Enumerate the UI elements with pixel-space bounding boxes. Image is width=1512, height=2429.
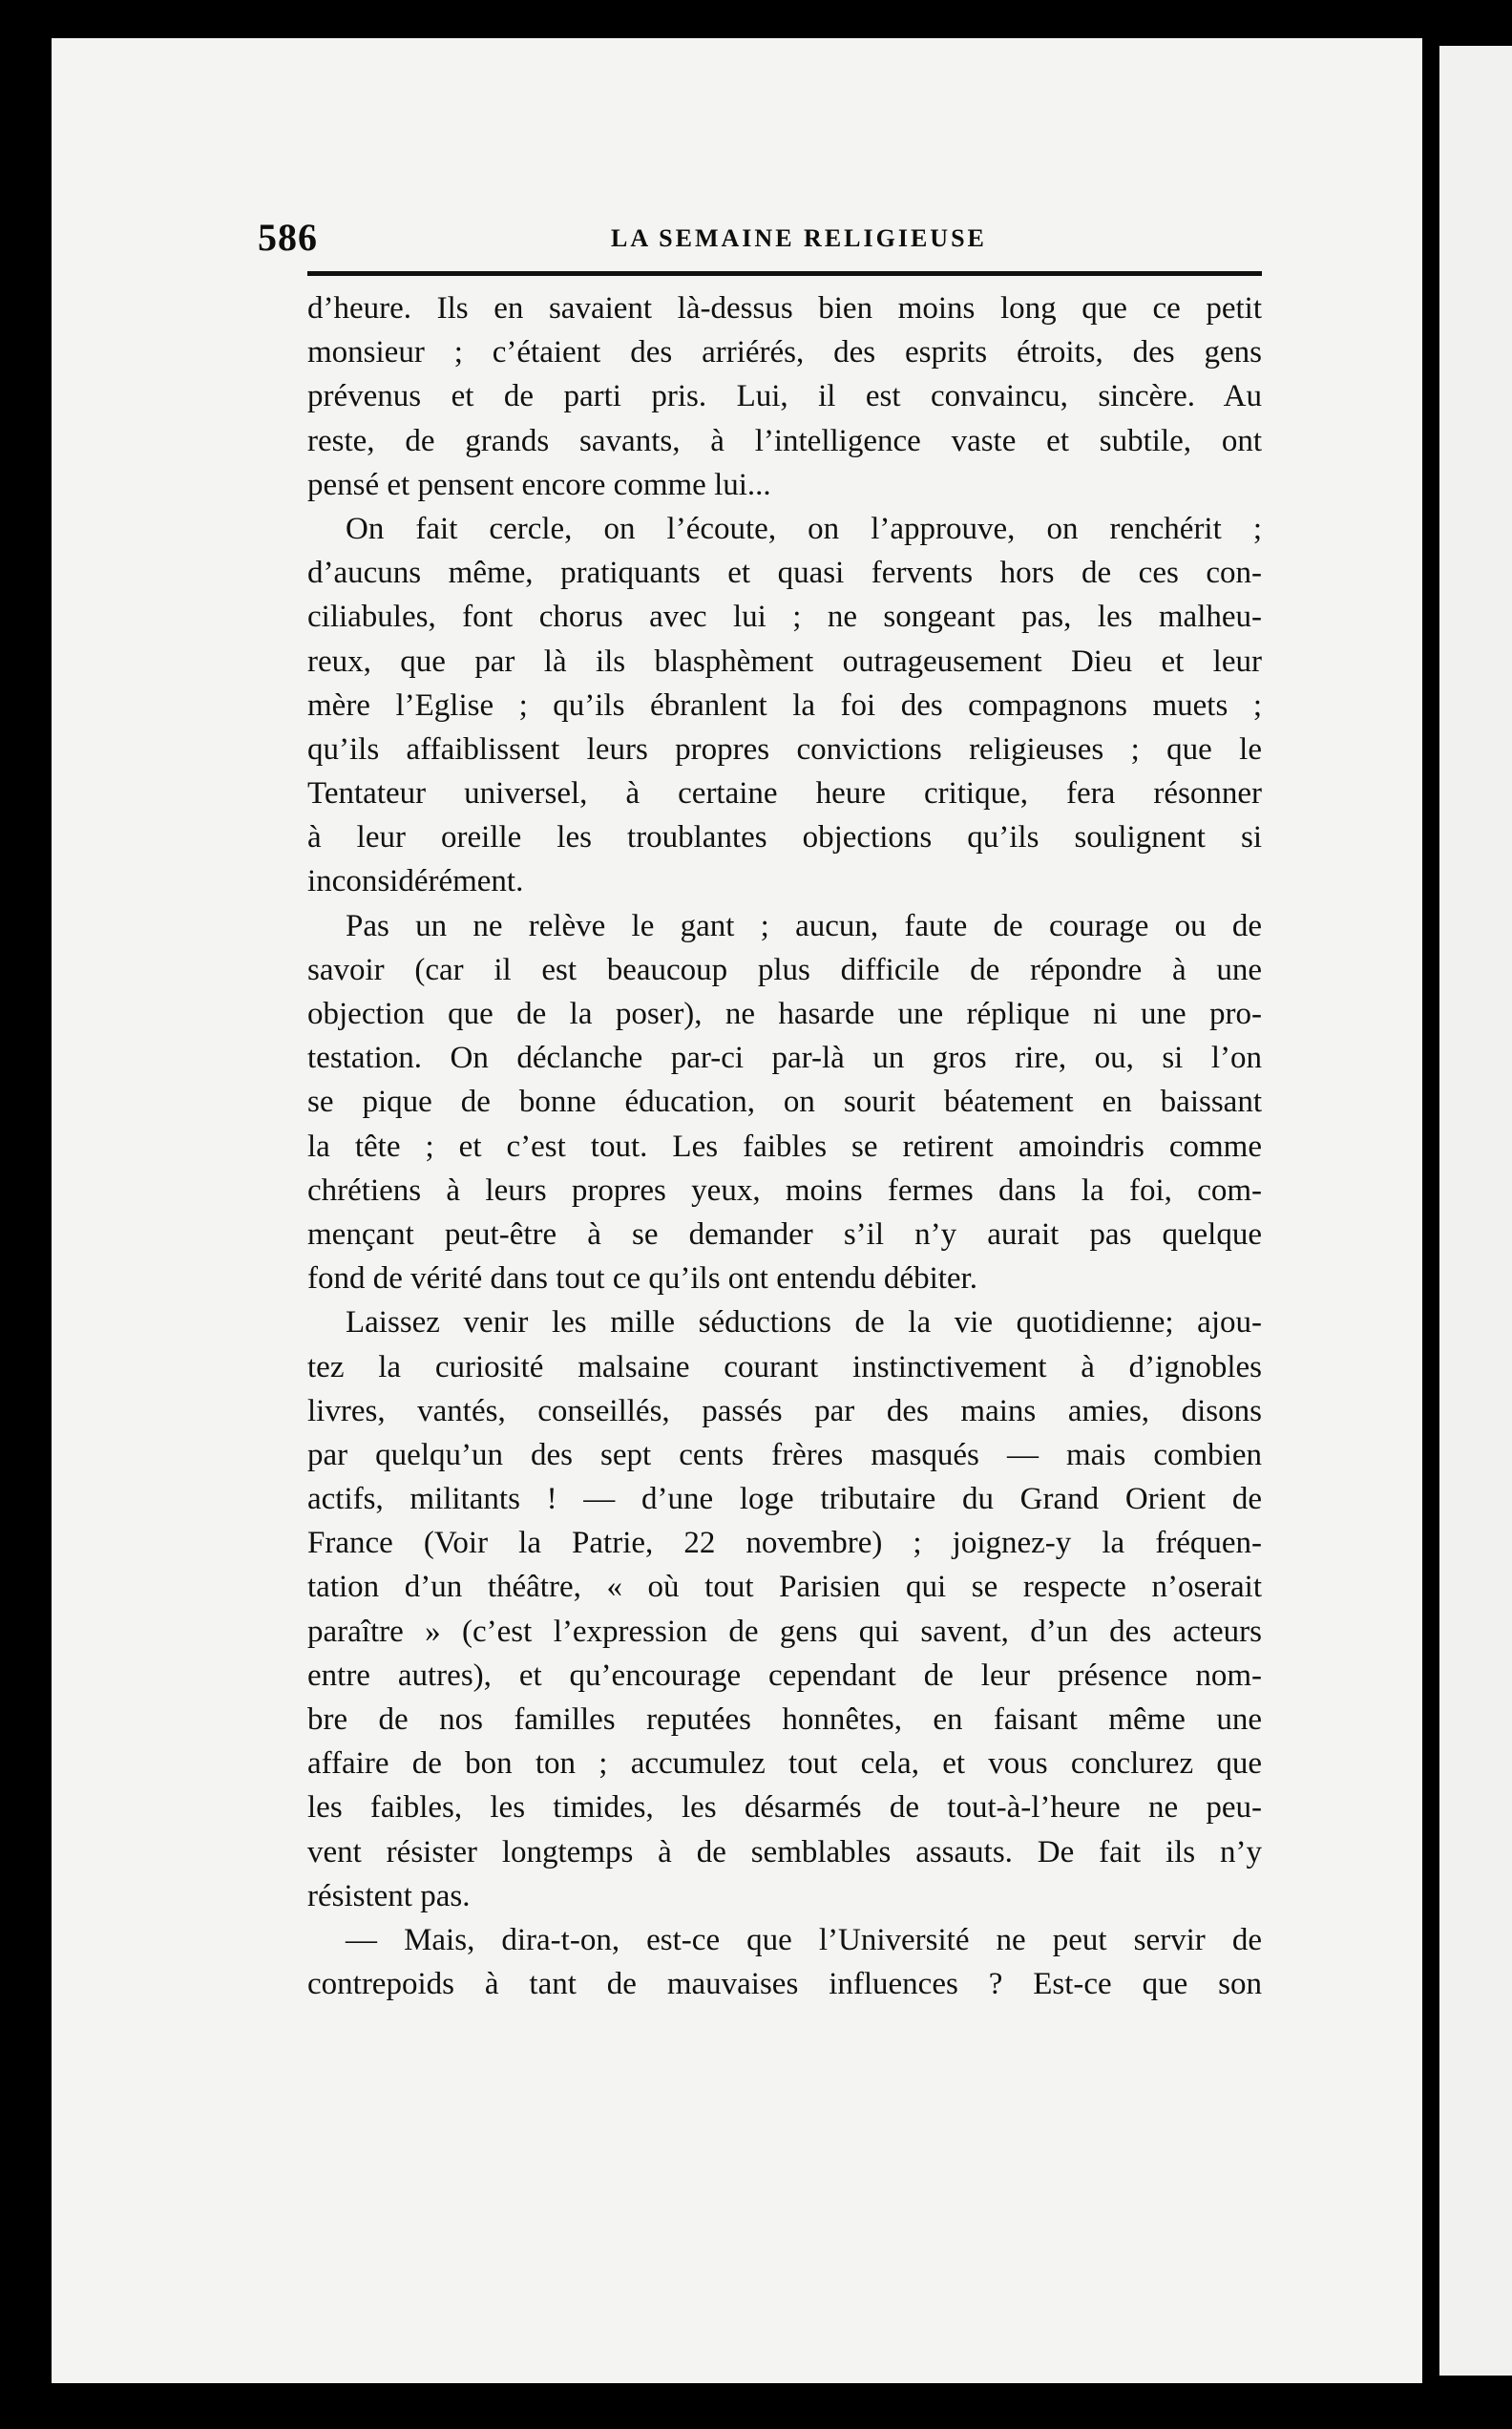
- text-line: reux, que par là ils blasphèment outrageusement Dieu et leur: [307, 644, 1262, 679]
- text-line: tation d’un théâtre, « où tout Parisien qui se respecte n’oserait: [307, 1570, 1262, 1605]
- text-line: Tentateur universel, à certaine heure critique, fera résonner: [307, 776, 1262, 812]
- text-line: d’aucuns même, pratiquants et quasi fervents hors de ces con-: [307, 556, 1262, 591]
- adjacent-page-edge: [1439, 46, 1512, 2376]
- text-line: qu’ils affaiblissent leurs propres convictions religieuses ; que le: [307, 731, 1262, 767]
- text-line: mençant peut-être à se demander s’il n’y aurait pas quelque: [307, 1216, 1262, 1252]
- running-title: LA SEMAINE RELIGIEUSE: [611, 224, 987, 252]
- text-line: contrepoids à tant de mauvaises influences ? Est-ce que son: [307, 1967, 1262, 2002]
- header-rule: [307, 271, 1262, 276]
- page-header: [258, 215, 1270, 263]
- text-line: par quelqu’un des sept cents frères masqués — mais combien: [307, 1437, 1262, 1472]
- text-line: à leur oreille les troublantes objections qu’ils soulignent si: [307, 820, 1262, 855]
- text-line: affaire de bon ton ; accumulez tout cela, et vous conclurez que: [307, 1746, 1262, 1782]
- text-line: bre de nos familles reputées honnêtes, en faisant même une: [307, 1702, 1262, 1737]
- text-line: résistent pas.: [307, 1878, 471, 1913]
- text-line: prévenus et de parti pris. Lui, il est convaincu, sincère. Au: [307, 379, 1262, 414]
- text-line: savoir (car il est beaucoup plus difficile de répondre à une: [307, 952, 1262, 987]
- text-line: se pique de bonne éducation, on sourit béatement en baissant: [307, 1085, 1262, 1120]
- text-line: d’heure. Ils en savaient là-dessus bien moins long que ce petit: [307, 291, 1262, 326]
- text-line: fond de vérité dans tout ce qu’ils ont entendu débiter.: [307, 1261, 977, 1297]
- text-line: On fait cercle, on l’écoute, on l’approuve, on renchérit ;: [346, 511, 1262, 546]
- text-line: paraître » (c’est l’expression de gens qui savent, d’un des acteurs: [307, 1614, 1262, 1649]
- text-line: Laissez venir les mille séductions de la vie quotidienne; ajou-: [346, 1305, 1262, 1341]
- text-line: la tête ; et c’est tout. Les faibles se retirent amoindris comme: [307, 1129, 1262, 1164]
- page-gutter: [1422, 38, 1439, 2383]
- text-line: Pas un ne relève le gant ; aucun, faute de courage ou de: [346, 908, 1262, 943]
- text-line: mère l’Eglise ; qu’ils ébranlent la foi des compagnons muets ;: [307, 687, 1262, 723]
- text-line: les faibles, les timides, les désarmés de tout-à-l’heure ne peu-: [307, 1790, 1262, 1826]
- page-number: 586: [258, 216, 318, 259]
- text-line: monsieur ; c’étaient des arriérés, des esprits étroits, des gens: [307, 335, 1262, 370]
- text-line: reste, de grands savants, à l’intelligence vaste et subtile, ont: [307, 423, 1262, 458]
- text-line: vent résister longtemps à de semblables assauts. De fait ils n’y: [307, 1834, 1262, 1869]
- text-line: chrétiens à leurs propres yeux, moins fermes dans la foi, com-: [307, 1172, 1262, 1208]
- text-line: pensé et pensent encore comme lui...: [307, 467, 771, 502]
- text-line: entre autres), et qu’encourage cependant de leur présence nom-: [307, 1658, 1262, 1693]
- text-line: inconsidérément.: [307, 864, 524, 899]
- text-line: testation. On déclanche par-ci par-là un gros rire, ou, si l’on: [307, 1041, 1262, 1076]
- text-line: actifs, militants ! — d’une loge tributaire du Grand Orient de: [307, 1482, 1262, 1517]
- text-line: — Mais, dira-t-on, est-ce que l’Université ne peut servir de: [346, 1922, 1262, 1957]
- text-line: tez la curiosité malsaine courant instinctivement à d’ignobles: [307, 1349, 1262, 1384]
- text-line: objection que de la poser), ne hasarde une réplique ni une pro-: [307, 997, 1262, 1031]
- text-line: France (Voir la Patrie, 22 novembre) ; joignez-y la fréquen-: [307, 1526, 1262, 1561]
- body-text: [307, 286, 1262, 2006]
- text-line: livres, vantés, conseillés, passés par des mains amies, disons: [307, 1393, 1262, 1428]
- text-line: ciliabules, font chorus avec lui ; ne songeant pas, les malheu-: [307, 600, 1262, 635]
